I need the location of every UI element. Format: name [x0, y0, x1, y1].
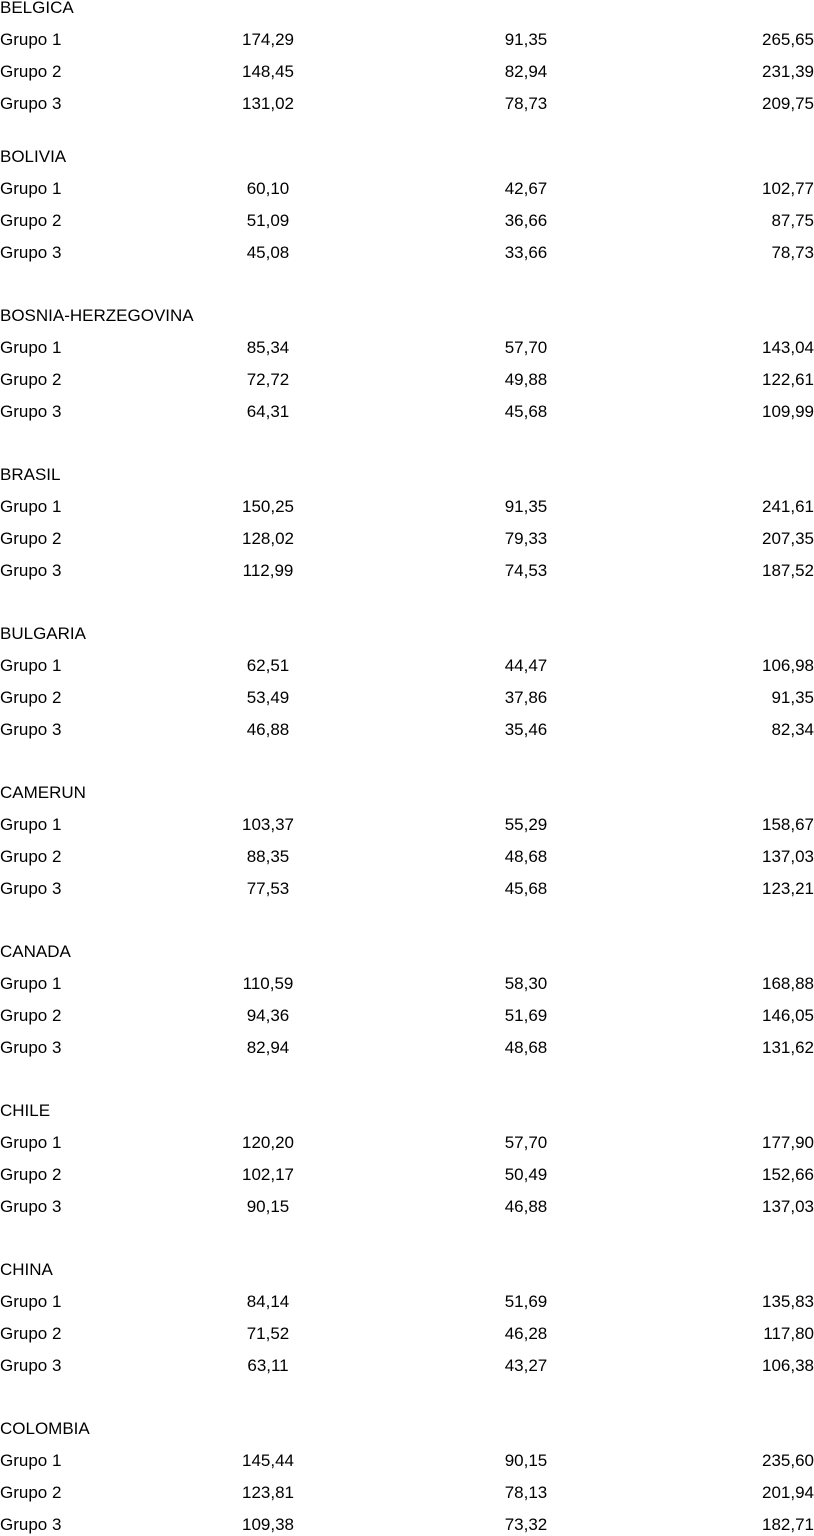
value-col-3: 135,83	[762, 1292, 814, 1311]
group-label: Grupo 1	[0, 497, 62, 516]
value-col-3: 209,75	[762, 94, 814, 113]
value-col-1: 53,49	[246, 688, 290, 707]
value-col-3: 152,66	[762, 1165, 814, 1184]
group-label: Grupo 1	[0, 815, 62, 834]
group-label: Grupo 2	[0, 688, 62, 707]
value-col-2: 48,68	[504, 847, 548, 866]
group-label: Grupo 3	[0, 402, 62, 421]
group-label: Grupo 3	[0, 243, 62, 262]
value-col-1: 46,88	[246, 720, 290, 739]
value-col-3: 102,77	[762, 179, 814, 198]
value-col-1: 62,51	[246, 656, 290, 675]
value-col-2: 35,46	[504, 720, 548, 739]
value-col-3: 231,39	[762, 62, 814, 81]
country-heading-camerun: CAMERUN	[0, 783, 86, 802]
value-col-1: 150,25	[242, 497, 294, 516]
country-heading-bulgaria: BULGARIA	[0, 624, 86, 643]
group-label: Grupo 3	[0, 1038, 62, 1057]
country-heading-bolivia: BOLIVIA	[0, 147, 67, 166]
value-col-2: 74,53	[504, 561, 548, 580]
value-col-2: 57,70	[504, 338, 548, 357]
value-col-2: 58,30	[504, 974, 548, 993]
value-col-1: 85,34	[246, 338, 290, 357]
value-col-3: 123,21	[762, 879, 814, 898]
value-col-1: 84,14	[246, 1292, 290, 1311]
value-col-1: 90,15	[246, 1197, 290, 1216]
country-heading-belgica: BELGICA	[0, 0, 74, 17]
group-label: Grupo 2	[0, 62, 62, 81]
country-heading-colombia: COLOMBIA	[0, 1419, 90, 1438]
value-col-3: 106,38	[762, 1356, 814, 1375]
value-col-3: 87,75	[771, 211, 814, 230]
value-col-2: 46,28	[504, 1324, 548, 1343]
group-label: Grupo 2	[0, 1324, 62, 1343]
value-col-1: 131,02	[242, 94, 294, 113]
value-col-3: 207,35	[762, 529, 814, 548]
value-col-3: 177,90	[762, 1133, 814, 1152]
value-col-2: 82,94	[504, 62, 548, 81]
value-col-1: 94,36	[246, 1006, 290, 1025]
value-col-3: 143,04	[762, 338, 814, 357]
value-col-3: 235,60	[762, 1451, 814, 1470]
value-col-1: 45,08	[246, 243, 290, 262]
value-col-1: 112,99	[242, 561, 294, 580]
value-col-3: 187,52	[762, 561, 814, 580]
value-col-1: 120,20	[242, 1133, 294, 1152]
value-col-3: 106,98	[762, 656, 814, 675]
country-heading-chile: CHILE	[0, 1101, 51, 1120]
value-col-3: 158,67	[762, 815, 814, 834]
value-col-1: 145,44	[242, 1451, 294, 1470]
group-label: Grupo 3	[0, 879, 62, 898]
value-col-3: 265,65	[762, 30, 814, 49]
group-label: Grupo 2	[0, 529, 62, 548]
group-label: Grupo 2	[0, 1165, 62, 1184]
value-col-2: 45,68	[504, 879, 548, 898]
group-label: Grupo 1	[0, 1451, 62, 1470]
value-col-1: 64,31	[246, 402, 290, 421]
value-col-1: 148,45	[242, 62, 294, 81]
value-col-2: 73,32	[504, 1515, 548, 1534]
value-col-1: 102,17	[242, 1165, 294, 1184]
value-col-3: 201,94	[762, 1483, 814, 1502]
value-col-1: 51,09	[246, 211, 290, 230]
value-col-1: 82,94	[246, 1038, 290, 1057]
value-col-2: 50,49	[504, 1165, 548, 1184]
group-label: Grupo 3	[0, 720, 62, 739]
value-col-2: 51,69	[504, 1292, 548, 1311]
value-col-2: 57,70	[504, 1133, 548, 1152]
value-col-2: 91,35	[504, 30, 548, 49]
value-col-2: 48,68	[504, 1038, 548, 1057]
group-label: Grupo 3	[0, 1515, 62, 1534]
value-col-3: 137,03	[762, 1197, 814, 1216]
group-label: Grupo 2	[0, 1483, 62, 1502]
value-col-3: 78,73	[771, 243, 814, 262]
value-col-3: 117,80	[763, 1324, 814, 1343]
group-label: Grupo 2	[0, 1006, 62, 1025]
value-col-1: 123,81	[242, 1483, 294, 1502]
group-label: Grupo 1	[0, 338, 62, 357]
value-col-3: 168,88	[762, 974, 814, 993]
country-heading-canada: CANADA	[0, 942, 71, 961]
value-col-2: 37,86	[504, 688, 548, 707]
group-label: Grupo 2	[0, 847, 62, 866]
value-col-2: 55,29	[504, 815, 548, 834]
value-col-1: 88,35	[246, 847, 290, 866]
value-col-3: 182,71	[762, 1515, 814, 1534]
value-col-2: 46,88	[504, 1197, 548, 1216]
group-label: Grupo 1	[0, 30, 62, 49]
value-col-1: 128,02	[242, 529, 294, 548]
value-col-1: 77,53	[246, 879, 290, 898]
value-col-3: 82,34	[771, 720, 814, 739]
group-label: Grupo 2	[0, 211, 62, 230]
group-label: Grupo 2	[0, 370, 62, 389]
group-label: Grupo 3	[0, 561, 62, 580]
value-col-2: 79,33	[504, 529, 548, 548]
value-col-3: 146,05	[762, 1006, 814, 1025]
country-heading-bosnia-herzegovina: BOSNIA-HERZEGOVINA	[0, 306, 194, 325]
value-col-1: 63,11	[247, 1356, 289, 1375]
value-col-2: 51,69	[504, 1006, 548, 1025]
value-col-2: 42,67	[504, 179, 548, 198]
value-col-3: 241,61	[762, 497, 814, 516]
value-col-1: 110,59	[242, 974, 294, 993]
group-label: Grupo 1	[0, 179, 62, 198]
value-col-2: 33,66	[504, 243, 548, 262]
value-col-3: 137,03	[762, 847, 814, 866]
value-col-1: 60,10	[246, 179, 290, 198]
value-col-3: 91,35	[771, 688, 814, 707]
value-col-2: 91,35	[504, 497, 548, 516]
value-col-3: 131,62	[762, 1038, 814, 1057]
group-label: Grupo 1	[0, 974, 62, 993]
value-col-1: 71,52	[246, 1324, 290, 1343]
group-label: Grupo 3	[0, 1197, 62, 1216]
value-col-2: 43,27	[504, 1356, 548, 1375]
group-label: Grupo 1	[0, 1292, 62, 1311]
country-heading-china: CHINA	[0, 1260, 53, 1279]
value-col-2: 36,66	[504, 211, 548, 230]
value-col-1: 109,38	[242, 1515, 294, 1534]
value-col-2: 78,13	[504, 1483, 548, 1502]
value-col-2: 78,73	[504, 94, 548, 113]
value-col-3: 109,99	[762, 402, 814, 421]
group-label: Grupo 1	[0, 1133, 62, 1152]
value-col-1: 103,37	[242, 815, 294, 834]
value-col-2: 90,15	[504, 1451, 548, 1470]
group-label: Grupo 1	[0, 656, 62, 675]
country-heading-brasil: BRASIL	[0, 465, 61, 484]
group-label: Grupo 3	[0, 1356, 62, 1375]
value-col-2: 44,47	[504, 656, 548, 675]
value-col-2: 45,68	[504, 402, 548, 421]
value-col-1: 72,72	[246, 370, 290, 389]
value-col-3: 122,61	[762, 370, 814, 389]
group-label: Grupo 3	[0, 94, 62, 113]
value-col-1: 174,29	[242, 30, 294, 49]
value-col-2: 49,88	[504, 370, 548, 389]
